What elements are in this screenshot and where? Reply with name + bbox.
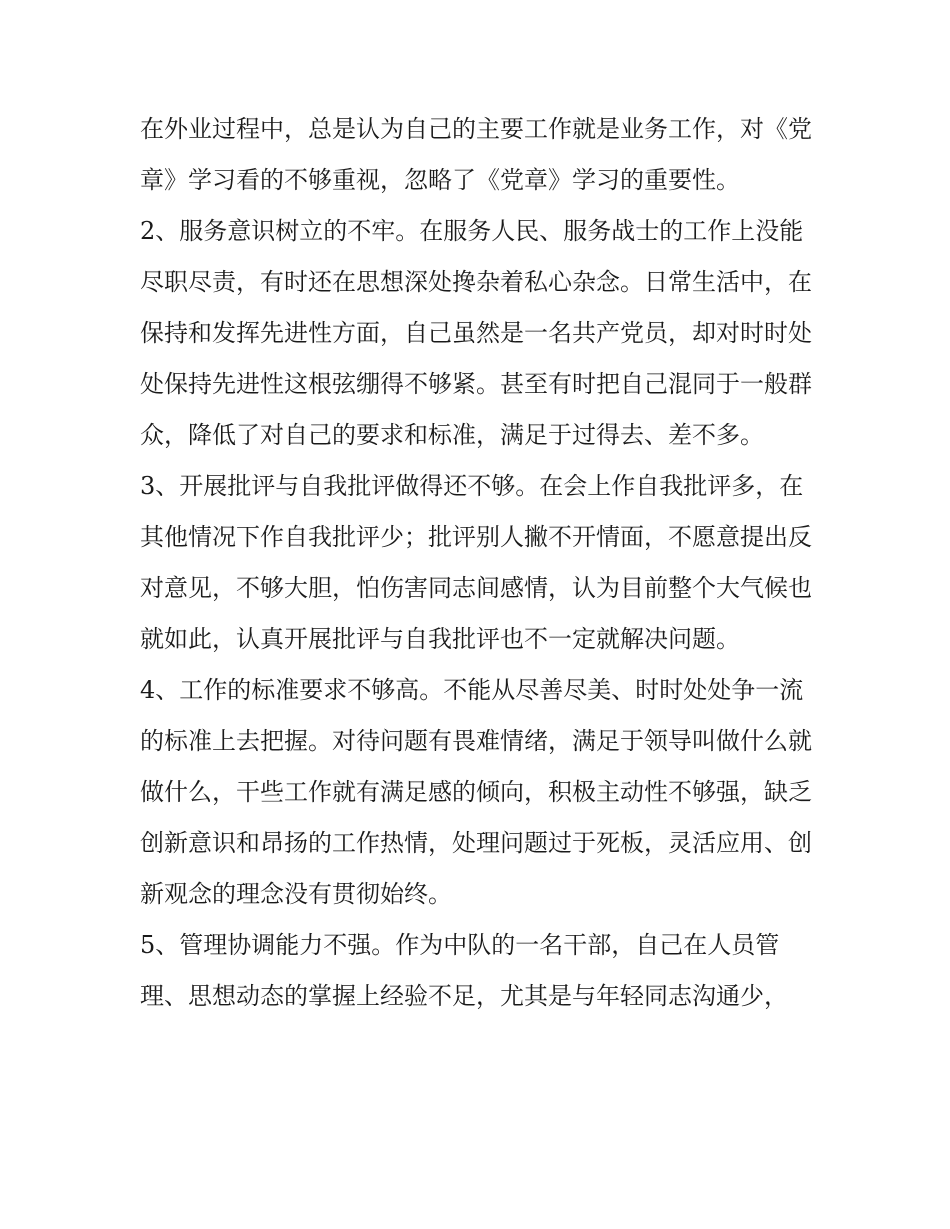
paragraph-item-2: 2、服务意识树立的不牢。在服务人民、服务战士的工作上没能尽职尽责，有时还在思想深处搀杂着私心杂念。日常生活中，在保持和发挥先进性方面，自己虽然是一名共产党员，却对时时处处保持先进性这根弦绷得不够紧。甚至有时把自己混同于一般群众，降低了对自己的要求和标准，满足于过得去、差不多。 [140, 217, 812, 449]
paragraph-item-5: 5、管理协调能力不强。作为中队的一名干部，自己在人员管理、思想动态的掌握上经验不足，尤其是与年轻同志沟通少， [140, 931, 788, 1010]
paragraph-continuation: 在外业过程中，总是认为自己的主要工作就是业务工作，对《党章》学习看的不够重视，忽略了《党章》学习的重要性。 [140, 115, 812, 194]
paragraph-item-4: 4、工作的标准要求不够高。不能从尽善尽美、时时处处争一流的标准上去把握。对待问题有畏难情绪，满足于领导叫做什么就做什么，干些工作就有满足感的倾向，积极主动性不够强，缺乏创新意识和昂扬的工作热情，处理问题过于死板，灵活应用、创新观念的理念没有贯彻始终。 [140, 676, 812, 908]
paragraph-item-3: 3、开展批评与自我批评做得还不够。在会上作自我批评多，在其他情况下作自我批评少；批评别人撇不开情面，不愿意提出反对意见，不够大胆，怕伤害同志间感情，认为目前整个大气候也就如此，认真开展批评与自我批评也不一定就解决问题。 [140, 472, 812, 653]
document-body [140, 104, 820, 1022]
